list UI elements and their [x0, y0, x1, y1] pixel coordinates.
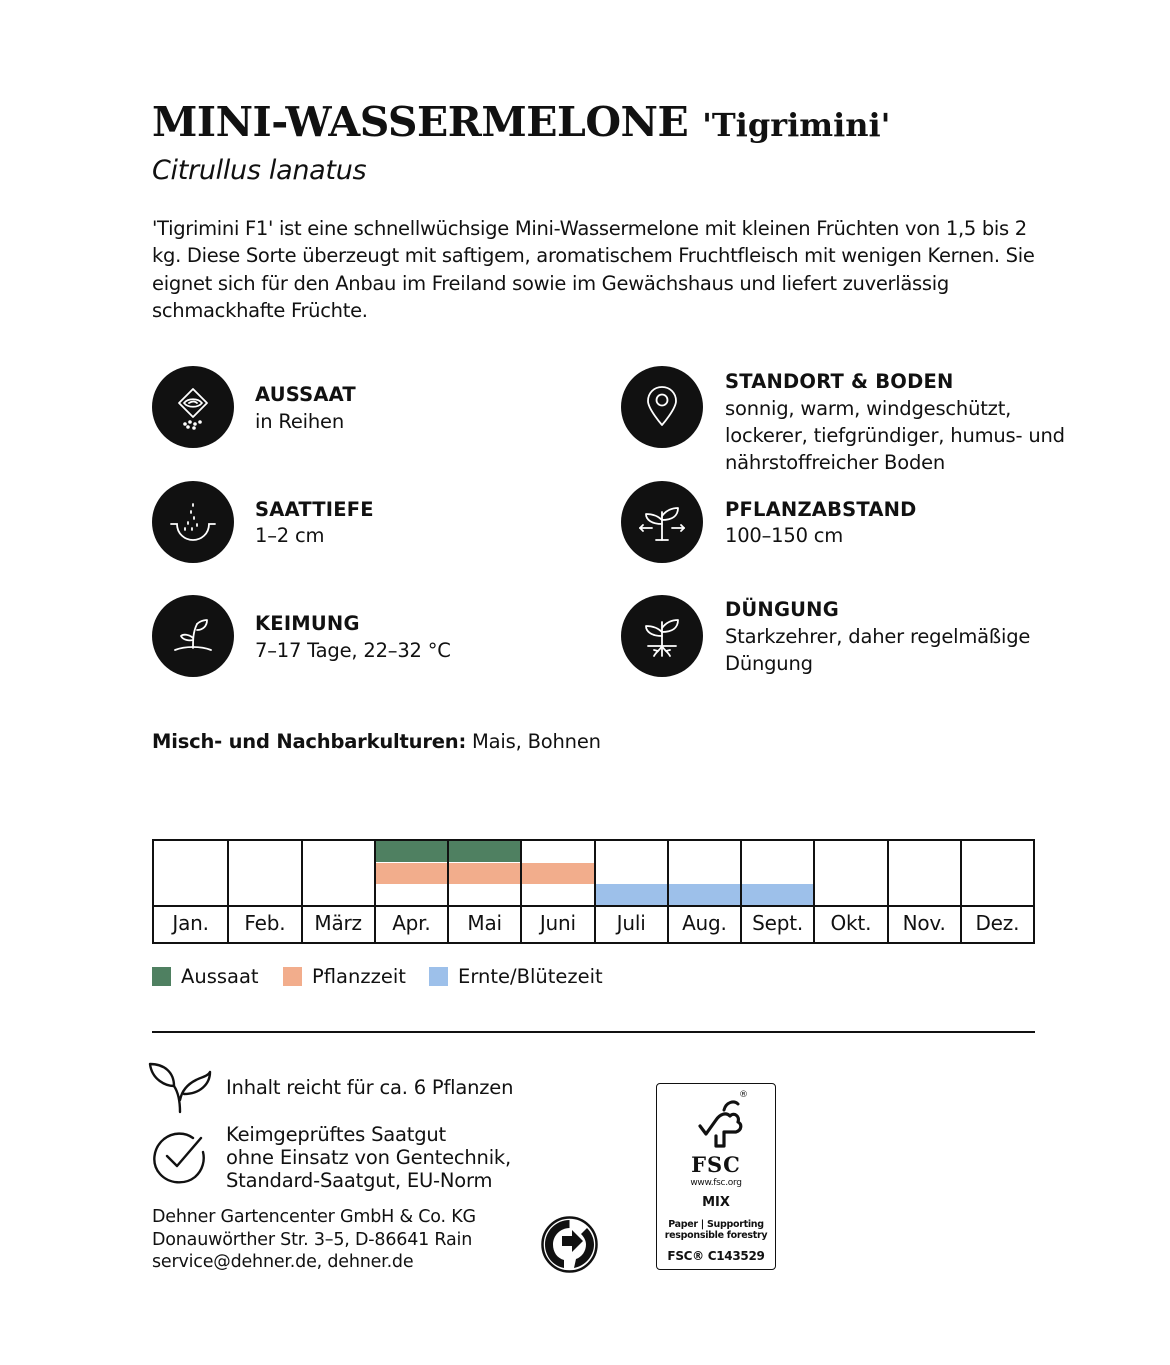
latin-name: Citrullus lanatus: [152, 155, 367, 186]
saattiefe-title: SAATTIEFE: [255, 498, 374, 521]
calendar-month-label: Nov.: [902, 911, 946, 935]
pflanzabstand-title: PFLANZABSTAND: [725, 498, 917, 521]
product-title: [152, 98, 890, 146]
calendar-month-column: [960, 841, 1033, 942]
standort-title: STANDORT & BODEN: [725, 370, 954, 393]
companion-plants: [152, 730, 601, 753]
calendar-month-label: März: [314, 911, 362, 935]
seed-packet-icon: [152, 366, 234, 448]
aussaat-title: AUSSAAT: [255, 383, 356, 406]
plant-spacing-icon: [621, 481, 703, 563]
leaves-icon: [146, 1060, 214, 1114]
legend-label-ernte: Ernte/Blütezeit: [458, 965, 603, 988]
company-info: [152, 1206, 476, 1274]
company-name: Dehner Gartencenter GmbH & Co. KG: [152, 1207, 476, 1227]
location-pin-icon: [621, 366, 703, 448]
duengung-text: Starkzehrer, daher regelmäßige Düngung: [725, 625, 1031, 675]
legend-swatch-pflanzzeit: [283, 967, 302, 986]
calendar-month-column: [887, 841, 960, 942]
fsc-code: FSC® C143529: [667, 1249, 765, 1263]
footer-divider: [152, 1031, 1035, 1033]
fsc-brand: FSC: [691, 1152, 741, 1177]
calendar-month-column: [301, 841, 374, 942]
calendar-month-column: [667, 841, 740, 942]
contents-text: Inhalt reicht für ca. 6 Pflanzen: [226, 1076, 514, 1099]
legend-label-aussaat: Aussaat: [181, 965, 259, 988]
calendar-month-column: [740, 841, 813, 942]
pflanzabstand-text: 100–150 cm: [725, 524, 844, 547]
fsc-logo: [656, 1083, 776, 1270]
quality-line-1: Keimgeprüftes Saatgut: [226, 1123, 446, 1146]
calendar-month-label: Jan.: [172, 911, 209, 935]
fsc-mix: MIX: [702, 1195, 730, 1210]
checkmark-icon: [151, 1130, 207, 1186]
quality-line-3: Standard-Saatgut, EU-Norm: [226, 1169, 493, 1192]
legend-label-pflanzzeit: Pflanzzeit: [312, 965, 406, 988]
calendar-month-column: [594, 841, 667, 942]
legend-swatch-ernte: [429, 967, 448, 986]
fsc-registered: ®: [739, 1090, 748, 1100]
product-name: MINI-WASSERMELONE: [152, 98, 689, 146]
calendar-month-label: Feb.: [244, 911, 286, 935]
legend-swatch-aussaat: [152, 967, 171, 986]
calendar-month-column: [154, 841, 227, 942]
calendar-month-label: Okt.: [830, 911, 872, 935]
soil-depth-icon: [152, 481, 234, 563]
keimung-text: 7–17 Tage, 22–32 °C: [255, 639, 451, 662]
sowing-calendar: [152, 839, 1035, 944]
calendar-month-label: Dez.: [975, 911, 1020, 935]
fsc-paper: [657, 1219, 775, 1241]
calendar-month-label: Juli: [616, 911, 646, 935]
company-address: Donauwörther Str. 3–5, D-86641 Rain: [152, 1229, 473, 1250]
fsc-paper-line-1: Paper | Supporting: [668, 1219, 764, 1230]
calendar-month-label: Mai: [467, 911, 502, 935]
quality-line-2: ohne Einsatz von Gentechnik,: [226, 1146, 512, 1169]
companion-value: Mais, Bohnen: [472, 730, 601, 753]
legend-pflanzzeit: [283, 965, 406, 988]
sprout-icon: [152, 595, 234, 677]
companion-label: Misch- und Nachbarkulturen:: [152, 730, 467, 753]
standort-text: sonnig, warm, windgeschützt, lockerer, tiefgründiger, humus- und nährstoffreicher Boden: [725, 397, 1065, 474]
calendar-month-label: Aug.: [682, 911, 727, 935]
company-contact: service@dehner.de, dehner.de: [152, 1252, 414, 1272]
keimung-title: KEIMUNG: [255, 612, 360, 635]
calendar-month-column: [447, 841, 520, 942]
calendar-month-label: Juni: [539, 911, 576, 935]
saattiefe-text: 1–2 cm: [255, 524, 325, 547]
calendar-month-label: Sept.: [752, 911, 804, 935]
calendar-month-column: [374, 841, 447, 942]
cultivar-name: 'Tigrimini': [702, 106, 891, 144]
calendar-month-column: [813, 841, 886, 942]
fsc-url: www.fsc.org: [690, 1178, 742, 1188]
green-dot-recycling-icon: [541, 1216, 598, 1273]
aussaat-text: in Reihen: [255, 410, 344, 433]
plant-roots-icon: [621, 595, 703, 677]
calendar-month-column: [227, 841, 300, 942]
fsc-paper-line-2: responsible forestry: [664, 1230, 768, 1241]
product-description: 'Tigrimini F1' ist eine schnellwüchsige Mini-Wassermelone mit kleinen Früchten von 1,5 bis 2 kg. Diese Sorte überzeugt mit saftigem, aromatischem Fruchtfleisch mit wenigen Kernen. Sie eignet sich für den Anbau im Freiland sowie im Gewächshaus und liefert zuverlässig schmackhafte Früchte.: [152, 217, 1035, 323]
duengung-title: DÜNGUNG: [725, 598, 839, 621]
calendar-month-column: [520, 841, 593, 942]
legend-aussaat: [152, 965, 259, 988]
calendar-month-label: Apr.: [392, 911, 431, 935]
quality-text: [226, 1123, 511, 1192]
legend-ernte: [429, 965, 603, 988]
